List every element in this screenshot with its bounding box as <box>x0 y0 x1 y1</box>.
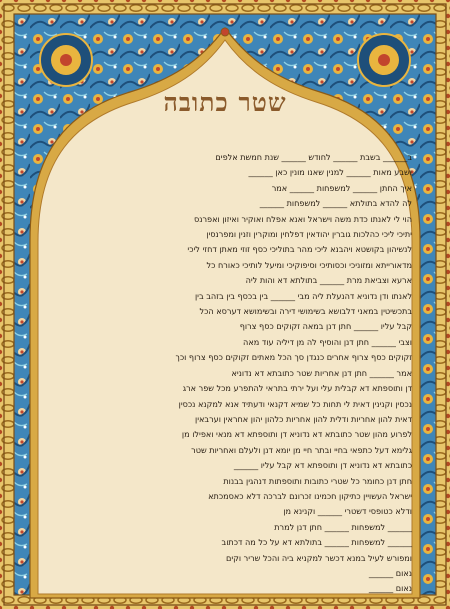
text-line: נאום ______ <box>368 567 412 578</box>
text-line: אמר ______ חתן דנן אחריות שטר כתובתא דא נדוניא <box>231 367 412 378</box>
text-line: לה להדא בתולתא ______ למשפחות ______ <box>259 198 412 209</box>
text-line: גלימא דעל כתפאי בחיי ובתר חיי מן יומא דנן ולעלם ואחריות שטר <box>191 444 412 455</box>
text-line: לנשיהון בקושטא ויהבנא ליכי מהר בתוליכי כסף זוזי מאתן דחזי ליכי <box>187 244 412 255</box>
text-line: מדאורייתא ומזוניכי וכסותיכי וסיפוקיכי ומיעל לותיכי כאורח כל <box>206 259 412 270</box>
document-title: שטר כתובה <box>163 88 287 117</box>
text-line: נכסין וקנינין דאית לי תחות כל שמיא דקנאי ודעתיד אנא למקנא נכסין <box>178 398 412 409</box>
text-line: יתיכי ליכי כהלכות גוברין יהודאין דפלחין ומוקרין וזנין ומפרנסין <box>206 229 412 240</box>
text-line: חתן דנן כחומר כל שטרי כתובות ותוספתות דנהגין בבנות <box>223 475 412 486</box>
text-line: ______ למשפחות ______ חתן דנן למרת <box>274 521 412 532</box>
ketubah-text <box>38 150 412 594</box>
text-line: איך החתן ______ למשפחות ______ אמר <box>271 182 412 193</box>
text-line: זקוקים כסף צרוף אחרים כנגדן סך הכל מאתים זקוקים כסף צרוף וכך <box>175 352 412 363</box>
text-line: לפרוע מהון שטר כתובתא דא נדוניא דן ותוספתא דא מנאי ואפילו מן <box>181 429 412 440</box>
text-line: ישראל העשויין כתיקון חכמינו זכרונם לברכה דלא כאסמכתא <box>208 490 412 501</box>
text-line: ארעא וצביאת מרת ______ בתולתא דא והות ליה <box>245 275 412 286</box>
text-line: דאית להון אחריות ודלית להון אחריות כלהון יהון אחראין וערבאין <box>195 413 412 424</box>
text-line: קבל עליו ______ חתן דנן במאה זקוקים כסף צרוף <box>239 321 412 332</box>
text-line: ומפורש לעיל במנא דכשר למקניא ביה והכל שריר וקים <box>225 552 412 563</box>
text-line: ______ למשפחות ______ בתולתא דא על כל מה דכתוב <box>221 537 412 548</box>
text-line: ודלא כטופסי דשטרי ______ וקנינא מן <box>283 506 412 517</box>
text-line: ב______ בשבת ______ לחודש ______ שנת חמשת אלפים <box>215 152 412 162</box>
text-line: לאנתו ודן נדוניא דהנעלת ליה מבי ______ בין בכסף בין בזהב בין <box>194 290 412 301</box>
text-line: ושבע מאות ______ למנין שאנו מונין כאן ______ <box>248 167 412 178</box>
text-line: נאום ______ <box>368 583 412 594</box>
text-line: בתכשיטין במאני דלבושא בשימושי דירה ובשימושא דערסא הכל <box>199 306 412 317</box>
text-line: וצבי ______ חתן דנן והוסיף לה מן דיליה עוד מאה <box>243 336 412 347</box>
text-line: הוי לי לאנתו כדת משה וישראל ואנא אפלח ואוקיר ואיזון ואפרנס <box>193 213 412 224</box>
text-line: כתובתא דא נדוניא דן ותוספתא דא קבל עליו ______ <box>233 460 412 471</box>
text-line: דן ותוספתא דא קבלית עלי ועל ירתי בתראי להתפרע מכל שפר ארג <box>182 383 412 394</box>
